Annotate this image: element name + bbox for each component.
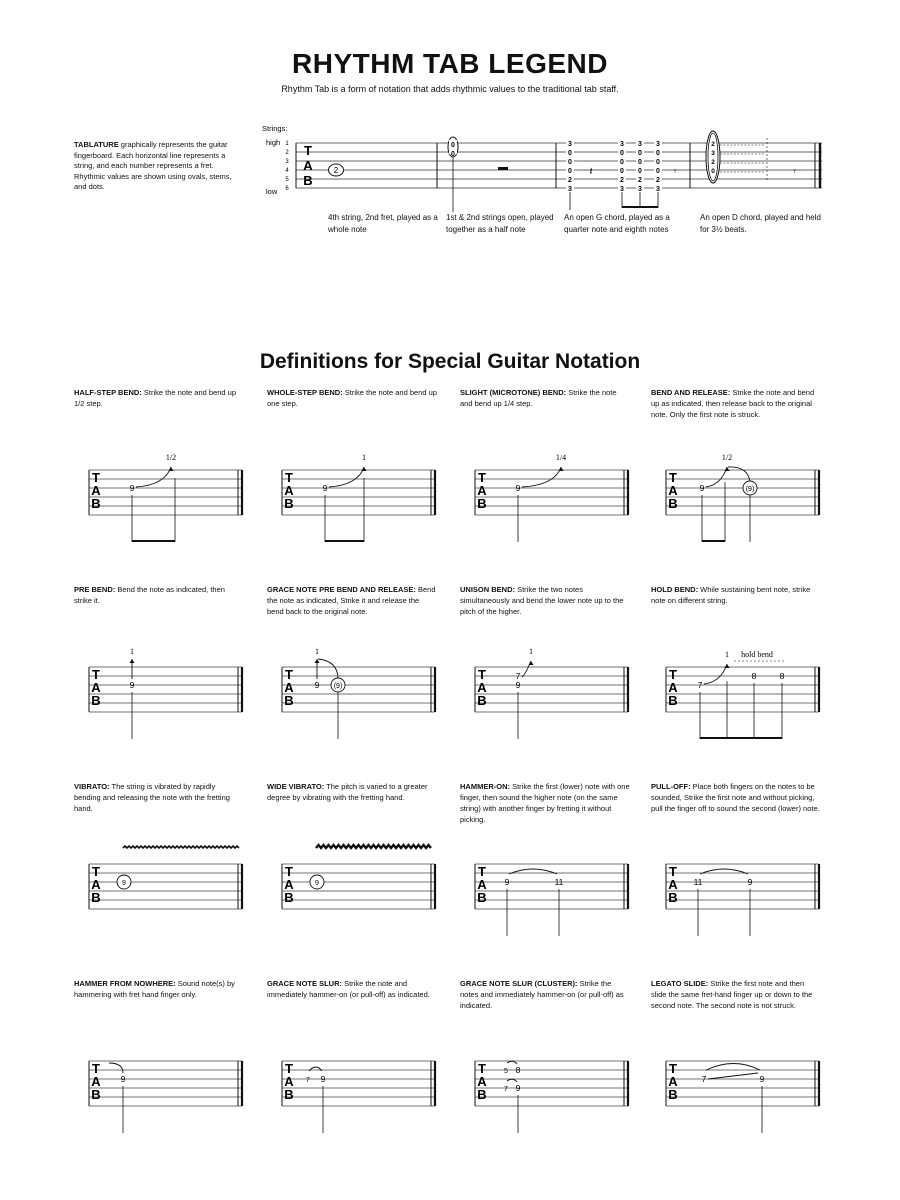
fret-number: 9 [129,483,135,493]
grace-note-pre-bend-and-release-definition [267,584,437,617]
fret-number: 1/4 [555,453,567,462]
svg-text:𝄾: 𝄾 [793,166,796,178]
tab-letter: A [477,1074,487,1089]
tab-letter: B [477,1087,487,1102]
notation [516,453,566,542]
fret-number: 8 [515,1065,521,1075]
fret-number: 9 [315,880,319,887]
notation [117,846,239,889]
tab-letter: B [668,693,678,708]
definition-text: The pitch is varied to a greater degree by vibrating with the fretting hand. [267,782,428,802]
fret-number: 9 [504,877,510,887]
svg-text:0: 0 [568,168,572,175]
hold-bend-label: hold bend [741,650,773,659]
fret-number: 1 [130,647,134,656]
tab-letter: T [669,470,677,485]
chord-column [566,139,574,210]
tab-letter: T [478,1061,486,1076]
definition-term: HOLD BEND: [651,585,699,594]
tab-letter: T [478,864,486,879]
svg-text:3: 3 [568,186,572,193]
fret-number: 0 [451,142,455,149]
svg-text:0: 0 [711,168,715,175]
tab-letter: T [92,864,100,879]
fret-number: 1/2 [165,453,177,462]
half-step-bend-staff [87,442,262,562]
legend-staff [0,0,900,330]
fret-number: 9 [129,680,135,690]
tablature-term: TABLATURE [74,140,119,149]
half-step-bend-definition [74,387,244,409]
tab-letter: A [91,483,101,498]
whole-step-bend-definition [267,387,437,409]
svg-text:0: 0 [656,150,660,157]
svg-text:3: 3 [620,141,624,148]
unison-bend-definition [460,584,630,617]
fret-number: 7 [701,1074,707,1084]
fret-number: (9) [745,486,755,493]
tab-letter: T [669,1061,677,1076]
slight-bend-staff [473,442,648,562]
definition-text: Bend the note as indicated, Strike it and release the bend back to the original note. [267,585,436,616]
svg-text:3: 3 [620,186,624,193]
staff-lines [296,143,822,188]
caption-half-note: 1st & 2nd strings open, played together as a half note [446,213,554,234]
tab-letter: T [304,143,312,158]
definition-text: While sustaining bent note, strike note on different string. [651,585,811,605]
svg-text:3: 3 [711,150,715,157]
tab-letter: T [669,864,677,879]
grace-note-slur-cluster-definition [460,978,630,1011]
fret-number: 11 [554,877,564,887]
slight-bend-definition [460,387,630,409]
legato-slide-definition [651,978,821,1011]
definition-text: Sound note(s) by hammering with fret hand finger only. [74,979,235,999]
fret-number: 11 [693,877,703,887]
svg-text:2: 2 [638,177,642,184]
fret-number: 7 [306,1077,310,1084]
tab-letter: B [477,496,487,511]
fret-number: 9 [699,483,705,493]
tab-letter: B [91,1087,101,1102]
fret-number: 8 [779,671,785,681]
tab-letter: B [668,890,678,905]
notation [702,1064,765,1134]
tab-letter: B [284,693,294,708]
definition-term: HAMMER FROM NOWHERE: [74,979,176,988]
hammer-from-nowhere-staff [87,1033,262,1153]
tab-letter: B [303,173,313,188]
notation [505,869,564,936]
svg-text:2: 2 [711,159,715,166]
notation [130,647,135,739]
svg-text:3: 3 [568,141,572,148]
svg-text:0: 0 [656,159,660,166]
fret-number: 1 [315,647,319,656]
definition-term: HAMMER-ON: [460,782,510,791]
notation [516,647,534,739]
tab-letter: B [91,496,101,511]
hammer-on-definition [460,781,630,825]
pre-bend-definition [74,584,244,606]
fret-number: 7 [515,671,521,681]
caption-g-chord: An open G chord, played as a quarter note and eighth notes [564,213,670,234]
svg-text:3: 3 [638,141,642,148]
svg-text:0: 0 [568,150,572,157]
fret-number: 1/2 [721,453,733,462]
unison-bend-staff [473,639,648,759]
notation [310,845,431,889]
definition-term: WHOLE-STEP BEND: [267,388,343,397]
vibrato-staff [87,836,262,956]
svg-text:0: 0 [656,168,660,175]
string-number: 2 [285,150,289,156]
caption-whole-note: 4th string, 2nd fret, played as a whole note [328,213,438,234]
svg-text:0: 0 [638,159,642,166]
tab-letter: B [477,890,487,905]
definition-text: Strike the first (lower) note with one finger, then sound the higher note (on the same string) with another finger by fretting it without picking. [460,782,630,824]
fret-number: 9 [122,880,126,887]
definition-text: Strike the note and bend up 1/2 step. [74,388,237,408]
g-chord-example [566,139,677,210]
fret-number: 9 [314,680,320,690]
svg-text:2: 2 [568,177,572,184]
tab-letter: A [284,483,294,498]
svg-text:2: 2 [620,177,624,184]
legend-subtitle: Rhythm Tab is a form of notation that adds rhythmic values to the traditional tab staff. [281,84,619,94]
tab-letter: B [284,496,294,511]
string-numbers [285,141,289,192]
string-number: 6 [285,186,289,192]
tab-letter: T [478,470,486,485]
fret-number: 9 [515,483,521,493]
svg-text:0: 0 [620,168,624,175]
tab-letter: A [477,877,487,892]
whole-note-example [329,164,344,176]
svg-text:0: 0 [568,159,572,166]
half-note-example [448,137,508,212]
wide-vibrato-staff [280,836,455,956]
legato-slide-staff [664,1033,839,1153]
notation [698,650,785,739]
string-number: 4 [285,168,289,174]
hold-bend-definition [651,584,821,606]
definition-term: PRE BEND: [74,585,116,594]
fret-number: 5 [504,1068,508,1075]
string-number: 1 [285,141,289,147]
tab-letter: B [284,1087,294,1102]
definition-text: Bend the note as indicated, then strike it. [74,585,225,605]
fret-number: 7 [697,680,703,690]
legend-title: RHYTHM TAB LEGEND [292,48,608,79]
tab-letter: A [477,680,487,695]
definition-text: Strike the note and bend up 1/4 step. [460,388,617,408]
tab-letter: B [668,496,678,511]
grace-note-slur-definition [267,978,437,1000]
svg-text:3: 3 [656,141,660,148]
string-number: 3 [285,159,289,165]
definition-text: Strike the first note and then slide the same fret-hand finger up or down to the second note. The second note is not struck. [651,979,813,1010]
tab-letter: B [477,693,487,708]
tab-letter: T [92,1061,100,1076]
low-label: low [266,187,278,196]
svg-text:0: 0 [638,150,642,157]
fret-number: 9 [515,1083,521,1093]
notation [109,1063,126,1133]
notation [315,647,346,739]
tab-letter: A [284,1074,294,1089]
tab-letter: A [91,1074,101,1089]
fret-number: 8 [751,671,757,681]
tab-letter: T [285,470,293,485]
svg-text:3: 3 [638,186,642,193]
d-chord-example [706,131,796,183]
tab-letter: A [668,680,678,695]
tab-clef [303,143,313,188]
fret-number: 9 [320,1074,326,1084]
fret-number: 9 [322,483,328,493]
definitions-title: Definitions for Special Guitar Notation [259,350,641,373]
tab-letter: T [669,667,677,682]
grace-note-slur-staff [280,1033,455,1153]
tab-letter: T [285,864,293,879]
tab-letter: A [668,483,678,498]
fret-number: 9 [747,877,753,887]
vibrato-definition [74,781,244,814]
tab-letter: T [92,667,100,682]
svg-text:𝄽: 𝄽 [589,166,593,178]
notation [306,1067,326,1133]
fret-number: 9 [120,1074,126,1084]
definition-term: GRACE NOTE SLUR (CLUSTER): [460,979,578,988]
wide-vibrato-definition [267,781,437,803]
tab-letter: A [668,877,678,892]
definition-text: Strike the note and immediately hammer-on (or pull-off) as indicated. [267,979,430,999]
tab-letter: A [91,680,101,695]
definition-term: VIBRATO: [74,782,110,791]
bend-and-release-staff [664,442,839,562]
strings-label: Strings: [262,124,288,133]
tab-letter: B [668,1087,678,1102]
grace-note-slur-cluster-staff [473,1033,648,1153]
fret-number: 2 [333,166,339,175]
definition-term: HALF-STEP BEND: [74,388,142,397]
definition-term: SLIGHT (MICROTONE) BEND: [460,388,567,397]
svg-text:0: 0 [638,168,642,175]
tab-letter: B [284,890,294,905]
tab-letter: T [92,470,100,485]
svg-text:3: 3 [656,186,660,193]
tab-letter: A [477,483,487,498]
caption-d-chord: An open D chord, played and held for 3½ beats. [700,213,821,234]
definition-term: UNISON BEND: [460,585,516,594]
tab-letter: T [285,667,293,682]
svg-text:2: 2 [711,141,715,148]
tab-letter: B [91,890,101,905]
definition-text: Place both fingers on the notes to be sounded, Strike the first note and without picking, pull the finger off to sound the second (lower) note. [651,782,820,813]
tab-letter: T [478,667,486,682]
hold-bend-staff [664,639,839,759]
svg-text:2: 2 [656,177,660,184]
whole-step-bend-staff [280,442,455,562]
definition-text: Strike the notes and immediately hammer-on (or pull-off) as indicated. [460,979,624,1010]
bend-and-release-definition [651,387,821,420]
pull-off-definition [651,781,821,814]
pull-off-staff [664,836,839,956]
definition-text: Strike the note and bend up as indicated, then release back to the original note. Only the first note is struck. [651,388,815,419]
tab-letter: A [668,1074,678,1089]
barlines [296,143,820,188]
fret-number: 9 [515,680,521,690]
svg-text:0: 0 [620,150,624,157]
fret-number: 1 [529,647,533,656]
svg-text:𝄾: 𝄾 [673,166,677,178]
definition-text: The string is vibrated by rapidly bending and releasing the note with the fretting hand. [74,782,230,813]
tab-letter: A [284,680,294,695]
svg-text:0: 0 [620,159,624,166]
pre-bend-staff [87,639,262,759]
fret-number: 7 [504,1086,508,1093]
definition-text: Strike the note and bend up one step. [267,388,437,408]
notation [323,453,367,542]
tab-letter: B [91,693,101,708]
definition-term: WIDE VIBRATO: [267,782,325,791]
definition-term: PULL-OFF: [651,782,691,791]
hammer-on-staff [473,836,648,956]
fret-number: 9 [759,1074,765,1084]
notation [700,453,757,542]
definition-term: GRACE NOTE PRE BEND AND RELEASE: [267,585,416,594]
definition-text: Strike the two notes simultaneously and bend the lower note up to the pitch of the higher. [460,585,624,616]
notation [130,453,177,542]
tablature-text: graphically represents the guitar fingerboard. Each horizontal line represents a string, and each number represents a fret. Rhythmic values are shown using ovals, stems, and dots. [74,140,232,191]
tab-letter: A [303,158,313,173]
tab-letter: A [284,877,294,892]
definition-term: BEND AND RELEASE: [651,388,731,397]
string-number: 5 [285,177,289,183]
fret-number: (9) [333,683,343,690]
grace-note-pre-bend-and-release-staff [280,639,455,759]
fret-number: 1 [725,650,729,659]
fret-number: 0 [451,151,455,158]
notation [694,869,753,936]
definition-term: LEGATO SLIDE: [651,979,709,988]
fret-number: 1 [362,453,366,462]
high-label: high [266,138,281,147]
definition-term: GRACE NOTE SLUR: [267,979,342,988]
hammer-from-nowhere-definition [74,978,244,1000]
tab-letter: A [91,877,101,892]
tab-letter: T [285,1061,293,1076]
